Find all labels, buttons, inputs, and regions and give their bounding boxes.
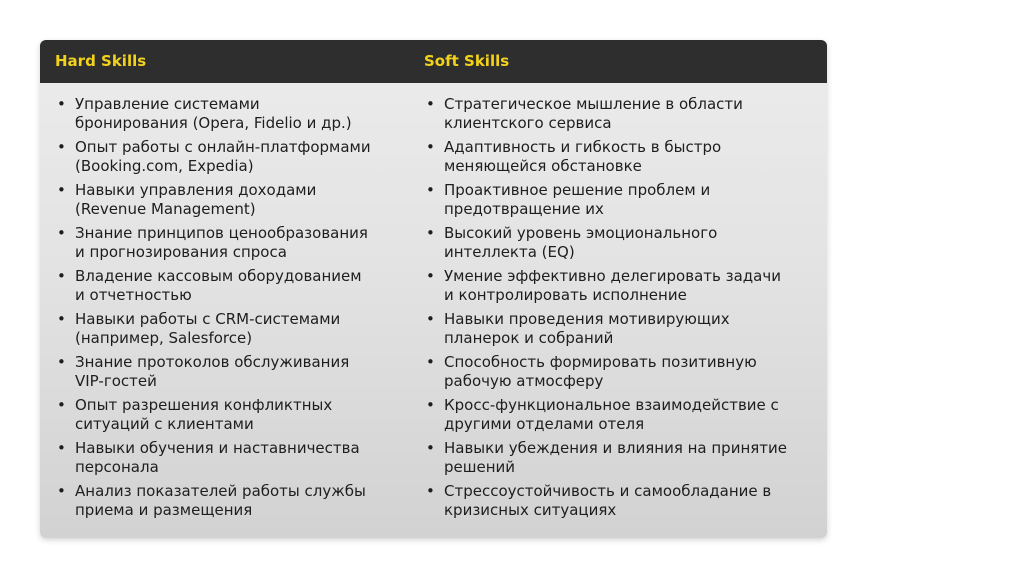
soft-skill-item-line: Высокий уровень эмоционального	[444, 224, 718, 242]
soft-skill-item-line: предотвращение их	[444, 200, 604, 218]
hard-skill-item	[55, 95, 405, 133]
hard-skill-item	[55, 396, 405, 434]
soft-skill-item	[424, 138, 774, 176]
soft-skill-item-line: другими отделами отеля	[444, 415, 645, 433]
soft-skill-item-line: Стратегическое мышление в области	[444, 95, 743, 113]
soft-skills-list	[424, 95, 788, 525]
bullet-icon: •	[57, 181, 66, 199]
soft-skill-item-line: кризисных ситуациях	[444, 501, 617, 519]
bullet-icon: •	[426, 310, 435, 328]
bullet-icon: •	[426, 181, 435, 199]
bullet-icon: •	[57, 439, 66, 457]
bullet-icon: •	[426, 267, 435, 285]
soft-skill-item	[424, 482, 774, 520]
soft-skill-item-line: Способность формировать позитивную	[444, 353, 757, 371]
soft-skill-item	[424, 439, 788, 477]
hard-skill-item-line: Знание протоколов обслуживания	[75, 353, 350, 371]
hard-skill-item-line: и отчетностью	[75, 286, 192, 304]
hard-skill-item-line: ситуаций с клиентами	[75, 415, 254, 433]
bullet-icon: •	[57, 310, 66, 328]
bullet-icon: •	[57, 482, 66, 500]
table-header	[40, 40, 827, 83]
hard-skill-item-line: (например, Salesforce)	[75, 329, 253, 347]
soft-skill-item-line: клиентского сервиса	[444, 114, 612, 132]
bullet-icon: •	[426, 138, 435, 156]
soft-skill-item-line: Навыки проведения мотивирующих	[444, 310, 730, 328]
soft-skill-item-line: Кросс-функциональное взаимодействие с	[444, 396, 779, 414]
bullet-icon: •	[57, 396, 66, 414]
soft-skill-item	[424, 267, 781, 305]
soft-skill-item-line: решений	[444, 458, 516, 476]
hard-skill-item	[55, 224, 405, 262]
bullet-icon: •	[57, 267, 66, 285]
hard-skill-item-line: (Booking.com, Expedia)	[75, 157, 254, 175]
bullet-icon: •	[426, 439, 435, 457]
soft-skill-item	[424, 353, 774, 391]
bullet-icon: •	[57, 224, 66, 242]
hard-skill-item-line: Анализ показателей работы службы	[75, 482, 366, 500]
bullet-icon: •	[57, 95, 66, 113]
bullet-icon: •	[426, 353, 435, 371]
hard-skill-item-line: Управление системами	[75, 95, 260, 113]
hard-skill-item-line: Опыт работы с онлайн-платформами	[75, 138, 371, 156]
hard-skill-item-line: бронирования (Opera, Fidelio и др.)	[75, 114, 352, 132]
soft-skill-item-line: интеллекта (EQ)	[444, 243, 575, 261]
hard-skill-item-line: Владение кассовым оборудованием	[75, 267, 362, 285]
soft-skills-header: Soft Skills	[424, 52, 510, 70]
hard-skill-item-line: Знание принципов ценообразования	[75, 224, 368, 242]
bullet-icon: •	[426, 482, 435, 500]
bullet-icon: •	[426, 95, 435, 113]
hard-skill-item-line: Навыки обучения и наставничества	[75, 439, 360, 457]
soft-skill-item-line: меняющейся обстановке	[444, 157, 642, 175]
bullet-icon: •	[426, 224, 435, 242]
hard-skill-item	[55, 439, 405, 477]
hard-skills-header: Hard Skills	[55, 52, 147, 70]
hard-skill-item-line: Навыки управления доходами	[75, 181, 317, 199]
soft-skill-item-line: Проактивное решение проблем и	[444, 181, 711, 199]
hard-skill-item	[55, 267, 405, 305]
hard-skill-item	[55, 310, 405, 348]
soft-skill-item	[424, 181, 774, 219]
hard-skill-item	[55, 353, 405, 391]
hard-skill-item	[55, 181, 405, 219]
hard-skill-item	[55, 138, 405, 176]
soft-skill-item-line: планерок и собраний	[444, 329, 614, 347]
soft-skill-item-line: Адаптивность и гибкость в быстро	[444, 138, 722, 156]
soft-skill-item-line: Стрессоустойчивость и самообладание в	[444, 482, 772, 500]
bullet-icon: •	[57, 353, 66, 371]
bullet-icon: •	[57, 138, 66, 156]
soft-skill-item	[424, 396, 779, 434]
hard-skill-item-line: Навыки работы с CRM-системами	[75, 310, 341, 328]
hard-skills-list	[55, 95, 405, 525]
skills-table	[40, 40, 827, 538]
soft-skill-item	[424, 310, 774, 348]
hard-skill-item	[55, 482, 405, 520]
bullet-icon: •	[426, 396, 435, 414]
soft-skill-item	[424, 224, 774, 262]
soft-skill-item-line: рабочую атмосферу	[444, 372, 604, 390]
hard-skill-item-line: приема и размещения	[75, 501, 253, 519]
hard-skill-item-line: и прогнозирования спроса	[75, 243, 287, 261]
hard-skill-item-line: VIP-гостей	[75, 372, 157, 390]
soft-skill-item-line: Умение эффективно делегировать задачи	[444, 267, 781, 285]
hard-skill-item-line: персонала	[75, 458, 159, 476]
soft-skill-item-line: Навыки убеждения и влияния на принятие	[444, 439, 788, 457]
soft-skill-item-line: и контролировать исполнение	[444, 286, 687, 304]
hard-skill-item-line: (Revenue Management)	[75, 200, 256, 218]
soft-skill-item	[424, 95, 774, 133]
hard-skill-item-line: Опыт разрешения конфликтных	[75, 396, 333, 414]
